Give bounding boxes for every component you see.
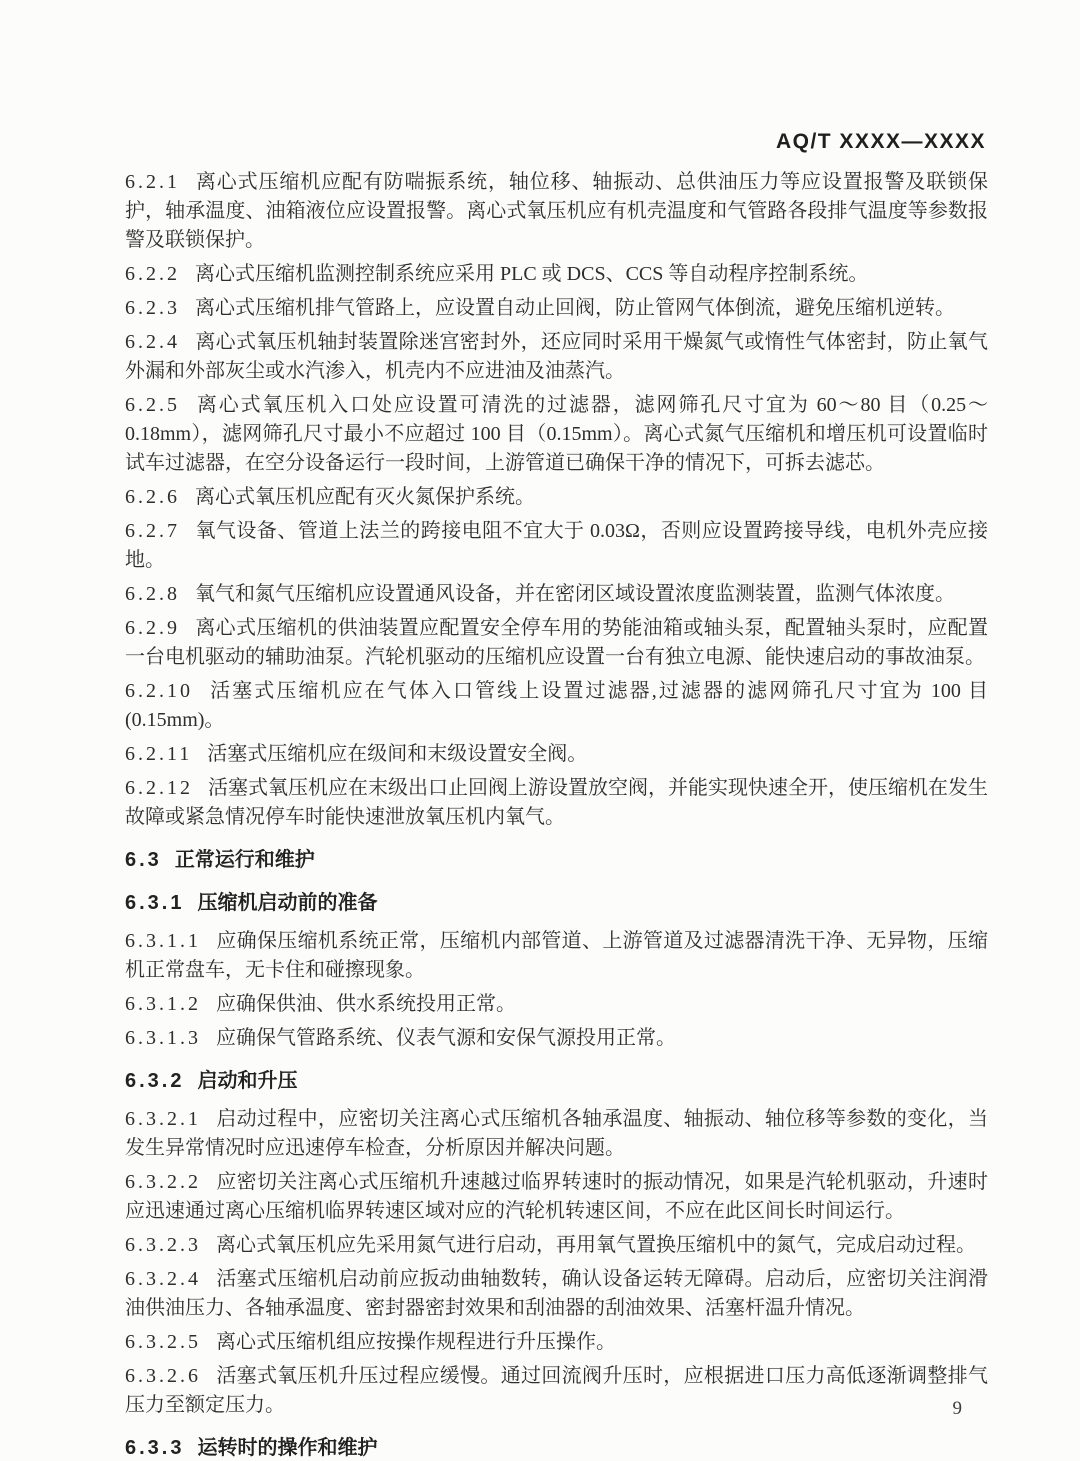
clause-number: 6.3.2.6 [125, 1365, 201, 1387]
page-number: 9 [952, 1398, 962, 1419]
clause-6-2-2 [125, 260, 988, 289]
clause-6-2-5 [125, 391, 988, 478]
heading-text: 运转时的操作和维护 [197, 1437, 378, 1459]
clause-text: 活塞式氧压机升压过程应缓慢。通过回流阀升压时，应根据进口压力高低逐渐调整排气压力至额定压力。 [125, 1365, 988, 1416]
clause-number: 6.3.2.4 [125, 1268, 201, 1290]
clause-text: 启动过程中，应密切关注离心式压缩机各轴承温度、轴振动、轴位移等参数的变化，当发生异常情况时应迅速停车检查，分析原因并解决问题。 [125, 1108, 988, 1159]
clause-text: 离心式压缩机应配有防喘振系统，轴位移、轴振动、总供油压力等应设置报警及联锁保护，轴承温度、油箱液位应设置报警。离心式氧压机应有机壳温度和气管路各段排气温度等参数报警及联锁保护。 [125, 171, 988, 251]
clause-6-3-1-1 [125, 927, 988, 985]
clause-6-3-2-5 [125, 1328, 988, 1357]
clause-number: 6.2.1 [125, 171, 180, 193]
document-body [125, 168, 988, 1461]
clause-text: 活塞式压缩机应在气体入口管线上设置过滤器,过滤器的滤网筛孔尺寸宜为 100 目(0.15mm)。 [125, 680, 988, 731]
clause-number: 6.2.5 [125, 394, 180, 416]
clause-6-3-2-4 [125, 1265, 988, 1323]
clause-text: 活塞式压缩机应在级间和末级设置安全阀。 [207, 743, 588, 765]
clause-6-2-10 [125, 677, 988, 735]
clause-number: 6.2.8 [125, 583, 180, 605]
clause-text: 应确保供油、供水系统投用正常。 [216, 993, 516, 1015]
clause-text: 离心式氧压机应配有灭火氮保护系统。 [195, 486, 535, 508]
heading-text: 启动和升压 [197, 1070, 298, 1092]
clause-number: 6.3.2.3 [125, 1234, 201, 1256]
clause-6-2-12 [125, 774, 988, 832]
heading-number: 6.3.3 [125, 1437, 185, 1459]
heading-text: 正常运行和维护 [174, 849, 315, 871]
section-heading-6-3-3 [125, 1434, 988, 1461]
clause-6-2-11 [125, 740, 988, 769]
clause-6-2-8 [125, 580, 988, 609]
clause-6-3-1-3 [125, 1024, 988, 1053]
clause-6-2-6 [125, 483, 988, 512]
clause-text: 应确保压缩机系统正常，压缩机内部管道、上游管道及过滤器清洗干净、无异物，压缩机正常盘车，无卡住和碰擦现象。 [125, 930, 988, 981]
clause-number: 6.3.2.5 [125, 1331, 201, 1353]
clause-text: 离心式氧压机入口处应设置可清洗的过滤器，滤网筛孔尺寸宜为 60～80 目（0.25～0.18mm），滤网筛孔尺寸最小不应超过 100 目（0.15mm）。离心式氮气压缩机和增压机可设置临时试车过滤器，在空分设备运行一段时间，上游管道已确保干净的情况下，可拆去滤芯。 [125, 394, 988, 474]
clause-number: 6.2.7 [125, 520, 180, 542]
heading-number: 6.3.2 [125, 1070, 185, 1092]
clause-6-2-3 [125, 294, 988, 323]
section-heading-6-3-1 [125, 889, 988, 918]
clause-number: 6.3.2.1 [125, 1108, 201, 1130]
clause-number: 6.3.2.2 [125, 1171, 201, 1193]
heading-text: 压缩机启动前的准备 [197, 892, 378, 914]
clause-6-2-7 [125, 517, 988, 575]
clause-number: 6.2.11 [125, 743, 193, 765]
clause-number: 6.2.4 [125, 331, 180, 353]
clause-text: 离心式压缩机监测控制系统应采用 PLC 或 DCS、CCS 等自动程序控制系统。 [195, 263, 869, 285]
clause-text: 离心式氧压机轴封装置除迷宫密封外，还应同时采用干燥氮气或惰性气体密封，防止氧气外漏和外部灰尘或水汽渗入，机壳内不应进油及油蒸汽。 [125, 331, 988, 382]
clause-text: 活塞式压缩机启动前应扳动曲轴数转，确认设备运转无障碍。启动后，应密切关注润滑油供油压力、各轴承温度、密封器密封效果和刮油器的刮油效果、活塞杆温升情况。 [125, 1268, 988, 1319]
clause-number: 6.3.1.1 [125, 930, 201, 952]
clause-6-3-2-3 [125, 1231, 988, 1260]
section-heading-6-3-2 [125, 1067, 988, 1096]
clause-number: 6.2.9 [125, 617, 180, 639]
clause-6-3-2-6 [125, 1362, 988, 1420]
clause-number: 6.3.1.2 [125, 993, 201, 1015]
clause-text: 氧气和氮气压缩机应设置通风设备，并在密闭区域设置浓度监测装置，监测气体浓度。 [195, 583, 955, 605]
clause-number: 6.2.3 [125, 297, 180, 319]
clause-6-2-4 [125, 328, 988, 386]
clause-text: 离心式压缩机的供油装置应配置安全停车用的势能油箱或轴头泵，配置轴头泵时，应配置一台电机驱动的辅助油泵。汽轮机驱动的压缩机应设置一台有独立电源、能快速启动的事故油泵。 [125, 617, 988, 668]
heading-number: 6.3 [125, 849, 162, 871]
clause-text: 离心式氧压机应先采用氮气进行启动，再用氧气置换压缩机中的氮气，完成启动过程。 [216, 1234, 976, 1256]
clause-number: 6.2.10 [125, 680, 193, 702]
standard-code-header: AQ/T XXXX—XXXX [775, 130, 986, 153]
clause-text: 应确保气管路系统、仪表气源和安保气源投用正常。 [216, 1027, 676, 1049]
clause-6-2-9 [125, 614, 988, 672]
clause-text: 氧气设备、管道上法兰的跨接电阻不宜大于 0.03Ω，否则应设置跨接导线，电机外壳应接地。 [125, 520, 988, 571]
clause-text: 离心式压缩机排气管路上，应设置自动止回阀，防止管网气体倒流，避免压缩机逆转。 [195, 297, 955, 319]
clause-6-3-1-2 [125, 990, 988, 1019]
clause-6-3-2-2 [125, 1168, 988, 1226]
clause-number: 6.3.1.3 [125, 1027, 201, 1049]
section-heading-6-3 [125, 846, 988, 875]
clause-number: 6.2.6 [125, 486, 180, 508]
clause-text: 离心式压缩机组应按操作规程进行升压操作。 [216, 1331, 616, 1353]
clause-6-2-1 [125, 168, 988, 255]
clause-6-3-2-1 [125, 1105, 988, 1163]
clause-number: 6.2.12 [125, 777, 193, 799]
clause-number: 6.2.2 [125, 263, 180, 285]
heading-number: 6.3.1 [125, 892, 185, 914]
clause-text: 活塞式氧压机应在末级出口止回阀上游设置放空阀，并能实现快速全开，使压缩机在发生故障或紧急情况停车时能快速泄放氧压机内氧气。 [125, 777, 988, 828]
clause-text: 应密切关注离心式压缩机升速越过临界转速时的振动情况，如果是汽轮机驱动，升速时应迅速通过离心压缩机临界转速区域对应的汽轮机转速区间，不应在此区间长时间运行。 [125, 1171, 988, 1222]
